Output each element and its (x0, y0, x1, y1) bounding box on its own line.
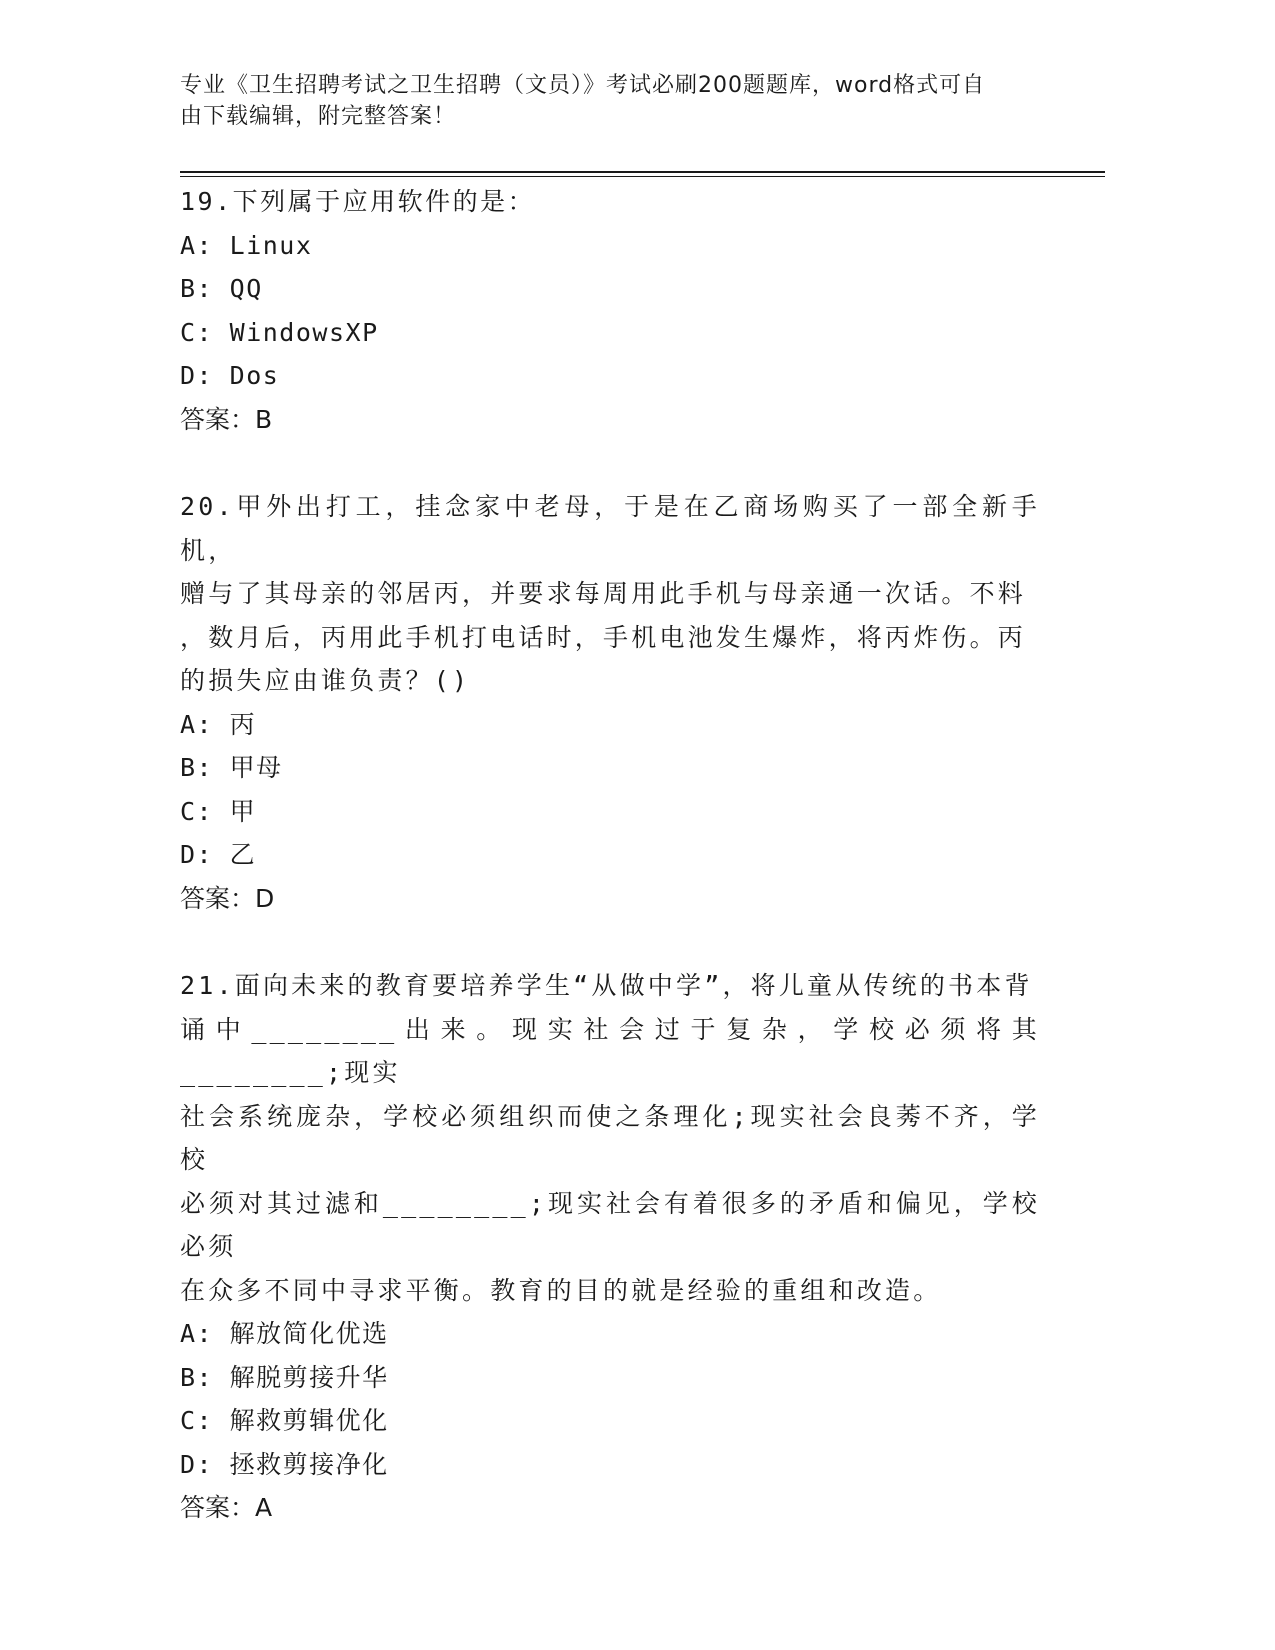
question-stem-line-2: 诵中________出来。现实社会过于复杂，学校必须将其________;现实 (180, 1014, 1040, 1087)
question-stem: 19.下列属于应用软件的是： (180, 187, 536, 216)
option-b: B: 解脱剪接升华 (180, 1362, 389, 1392)
option-a: A: 解放简化优选 (180, 1319, 389, 1348)
header-line-2: 由下载编辑，附完整答案！ (180, 104, 457, 129)
header-divider-thick (180, 171, 1105, 173)
question-stem-line-1: 21.面向未来的教育要培养学生“从做中学”，将儿童从传统的书本背 (180, 971, 1033, 1000)
question-stem-line-4: 必须对其过滤和________;现实社会有着很多的矛盾和偏见，学校必须 (180, 1188, 1040, 1261)
question-list (180, 180, 1040, 1574)
question-stem-line-3: 社会系统庞杂，学校必须组织而使之条理化;现实社会良莠不齐，学校 (180, 1101, 1040, 1174)
option-d: D: 拯救剪接净化 (180, 1449, 389, 1479)
option-c: C: WindowsXP (180, 317, 379, 347)
option-d: D: 乙 (180, 840, 257, 869)
question-20 (180, 485, 1040, 920)
header-divider-thin (180, 176, 1105, 177)
header-line-1: 专业《卫生招聘考试之卫生招聘（文员）》考试必刷200题题库，word格式可自 (180, 73, 986, 98)
option-a: A: 丙 (180, 709, 257, 739)
option-c: C: 甲 (180, 796, 257, 826)
question-stem-line-5: 在众多不同中寻求平衡。教育的目的就是经验的重组和改造。 (180, 1275, 942, 1305)
answer-label: 答案：D (180, 883, 275, 913)
question-21 (180, 964, 1040, 1530)
question-stem-line-2: 赠与了其母亲的邻居丙，并要求每周用此手机与母亲通一次话。不料 (180, 579, 1027, 608)
question-19 (180, 180, 1040, 441)
option-b: B: 甲母 (180, 753, 283, 782)
question-stem-line-4: 的损失应由谁负责？() (180, 666, 471, 695)
option-b: B: QQ (180, 274, 263, 303)
option-c: C: 解救剪辑优化 (180, 1406, 389, 1435)
question-stem-line-3: ，数月后，丙用此手机打电话时，手机电池发生爆炸，将丙炸伤。丙 (180, 622, 1027, 652)
answer-label: 答案：A (180, 1493, 273, 1522)
answer-label: 答案：B (180, 404, 273, 434)
option-a: A: Linux (180, 230, 313, 260)
document-header (180, 70, 1040, 132)
question-stem-line-1: 20.甲外出打工，挂念家中老母，于是在乙商场购买了一部全新手机， (180, 492, 1040, 565)
option-d: D: Dos (180, 361, 280, 390)
